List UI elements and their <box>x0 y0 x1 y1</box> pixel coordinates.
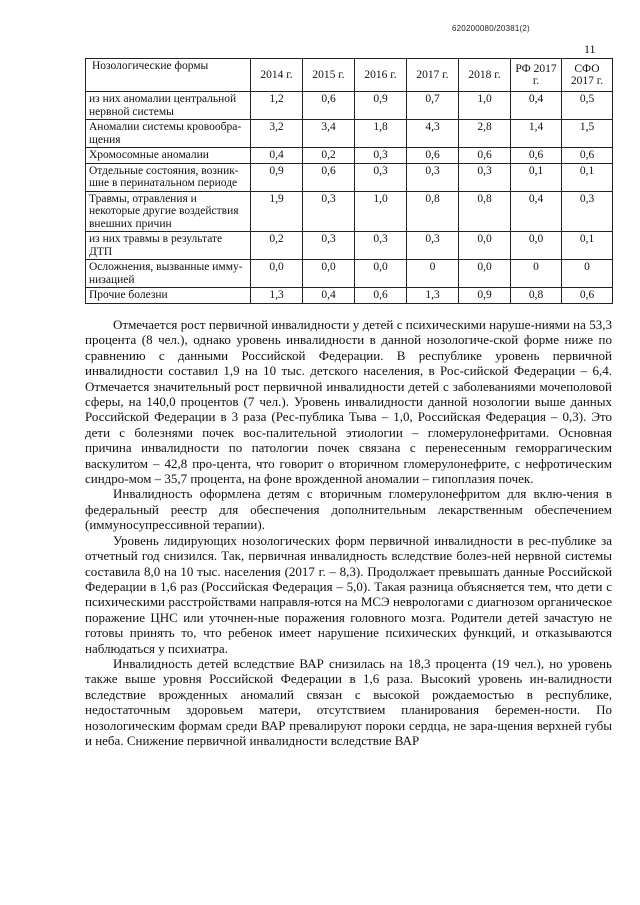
table-cell: 0,3 <box>407 163 459 191</box>
table-cell: 1,2 <box>251 92 303 120</box>
table-cell: 0,0 <box>459 232 511 260</box>
table-cell: 0,3 <box>303 191 355 232</box>
column-header: 2017 г. <box>407 59 459 92</box>
table-cell: 0,1 <box>562 232 613 260</box>
document-id: 620200080/20381(2) <box>452 24 530 33</box>
table-cell: 1,9 <box>251 191 303 232</box>
paragraph: Уровень лидирующих нозологических форм первичной инвалидности в рес-публике за отчетный год снизился. Так, первичная инвалидность вследствие болез-ней нервной системы составила 8,0 на 10 тыс. населения (2017 г. – 8,3). Продолжает превышать данные Российской Федерации в 1,6 раз (Российская Федерация – 5,0). Такая разница объясняется тем, что дети с психическими расстройствами направля-ются на МСЭ неврологами с диагнозом органическое поражение ЦНС или уточнен-ные поражения головного мозга. Родители детей зачастую не готовы принять то, что ребенок имеет нарушение психических функций, и отказываются наблюдаться у психиатра. <box>85 532 612 656</box>
body-text <box>85 317 612 748</box>
nosology-table <box>85 58 613 304</box>
table-cell: 0,3 <box>407 232 459 260</box>
table-cell: 0,9 <box>459 288 511 304</box>
table-cell: 1,0 <box>355 191 407 232</box>
table-cell: 0 <box>407 260 459 288</box>
table-cell: 0,3 <box>355 232 407 260</box>
table-cell: 0 <box>511 260 562 288</box>
page-number: 11 <box>584 42 596 56</box>
table-cell: 0,2 <box>303 148 355 164</box>
row-label: из них аномалии центральной нервной системы <box>86 92 251 120</box>
table-row <box>86 260 613 288</box>
table-cell: 0,6 <box>407 148 459 164</box>
table-cell: 0 <box>562 260 613 288</box>
table-cell: 0,8 <box>511 288 562 304</box>
column-header: РФ 2017 г. <box>511 59 562 92</box>
table-row <box>86 148 613 164</box>
table-cell: 0,6 <box>303 163 355 191</box>
table-cell: 0,5 <box>562 92 613 120</box>
table-cell: 0,6 <box>562 148 613 164</box>
table-cell: 1,8 <box>355 120 407 148</box>
row-label: Прочие болезни <box>86 288 251 304</box>
table-cell: 2,8 <box>459 120 511 148</box>
table-cell: 0,1 <box>511 163 562 191</box>
table-row <box>86 92 613 120</box>
paragraph: Инвалидность оформлена детям с вторичным гломерулонефритом для вклю-чения в федеральный реестр для обеспечения дополнительным лекарственным обеспечением (иммуносупрессивной терапии). <box>85 486 612 533</box>
table-cell: 0,8 <box>407 191 459 232</box>
table-cell: 0,6 <box>355 288 407 304</box>
table-cell: 0,9 <box>251 163 303 191</box>
column-header: 2016 г. <box>355 59 407 92</box>
row-label: Осложнения, вызванные имму-низацией <box>86 260 251 288</box>
row-label: Аномалии системы кровообра-щения <box>86 120 251 148</box>
paragraph: Отмечается рост первичной инвалидности у детей с психическими наруше-ниями на 53,3 процента (8 чел.), однако уровень инвалидности в данной нозологиче-ской форме ниже по сравнению с данными Российской Федерации. В республике уровень первичной инвалидности составил 1,9 на 10 тыс. детского населения, в Рос-сийской Федерации – 6,4. Отмечается значительный рост первичной инвалидности детей с заболеваниями мочеполовой сферы, на 140,0 процентов (7 чел.). Уровень инвалидности данной нозологии выше данных Российской Федерации в 3 раза (Рес-публика Тыва – 1,0, Российская Федерация – 0,3). Это дети с болезнями почек вос-палительной этиологии – гломерулонефритами. Основная причина инвалидности по патологии почек связана с перенесенным геморрагическим васкулитом – 42,8 про-цента, что говорит о вторичном гломерулонефрите, с нефротическим синдро-мом – 35,7 процента, на фоне врожденной аномалии – гипоплазия почек. <box>85 317 612 487</box>
table-cell: 3,2 <box>251 120 303 148</box>
table-cell: 0,4 <box>511 92 562 120</box>
table-cell: 0,1 <box>562 163 613 191</box>
row-label: из них травмы в результате ДТП <box>86 232 251 260</box>
table-cell: 0,0 <box>511 232 562 260</box>
row-label: Травмы, отравления и некоторые другие воздействия внешних причин <box>86 191 251 232</box>
table-cell: 0,3 <box>303 232 355 260</box>
table-cell: 0,3 <box>355 148 407 164</box>
table-cell: 0,6 <box>303 92 355 120</box>
table-cell: 0,4 <box>251 148 303 164</box>
table-cell: 0,8 <box>459 191 511 232</box>
table-cell: 0,4 <box>511 191 562 232</box>
table-cell: 0,6 <box>562 288 613 304</box>
table-cell: 0,2 <box>251 232 303 260</box>
table-cell: 1,0 <box>459 92 511 120</box>
table-cell: 0,0 <box>459 260 511 288</box>
table-row <box>86 232 613 260</box>
table-cell: 3,4 <box>303 120 355 148</box>
table-row <box>86 288 613 304</box>
table-cell: 0,3 <box>355 163 407 191</box>
table-cell: 1,3 <box>251 288 303 304</box>
column-header: 2018 г. <box>459 59 511 92</box>
table-cell: 1,4 <box>511 120 562 148</box>
table-header-row <box>86 59 613 92</box>
table-cell: 1,3 <box>407 288 459 304</box>
table-cell: 0,9 <box>355 92 407 120</box>
table-cell: 1,5 <box>562 120 613 148</box>
table-cell: 4,3 <box>407 120 459 148</box>
table-cell: 0,7 <box>407 92 459 120</box>
table-cell: 0,4 <box>303 288 355 304</box>
table-cell: 0,0 <box>355 260 407 288</box>
table-row <box>86 163 613 191</box>
table-row <box>86 191 613 232</box>
column-header: 2014 г. <box>251 59 303 92</box>
table-cell: 0,0 <box>251 260 303 288</box>
table-cell: 0,6 <box>511 148 562 164</box>
table-cell: 0,3 <box>562 191 613 232</box>
table-cell: 0,6 <box>459 148 511 164</box>
column-header: СФО 2017 г. <box>562 59 613 92</box>
table-cell: 0,0 <box>303 260 355 288</box>
paragraph: Инвалидность детей вследствие ВАР снизилась на 18,3 процента (19 чел.), но уровень также выше уровня Российской Федерации в 1,6 раза. Высокий уровень ин-валидности вследствие врожденных аномалий связан с высокой рождаемостью в республике, недостаточным здоровьем матери, отсутствием планирования беремен-ности. По нозологическим формам среди ВАР превалируют пороки сердца, не зара-щения верхней губы и неба. Снижение первичной инвалидности вследствие ВАР <box>85 655 612 748</box>
row-label: Хромосомные аномалии <box>86 148 251 164</box>
column-header: Нозологические формы <box>86 59 251 92</box>
table-cell: 0,3 <box>459 163 511 191</box>
column-header: 2015 г. <box>303 59 355 92</box>
row-label: Отдельные состояния, возник-шие в перинатальном периоде <box>86 163 251 191</box>
table-row <box>86 120 613 148</box>
